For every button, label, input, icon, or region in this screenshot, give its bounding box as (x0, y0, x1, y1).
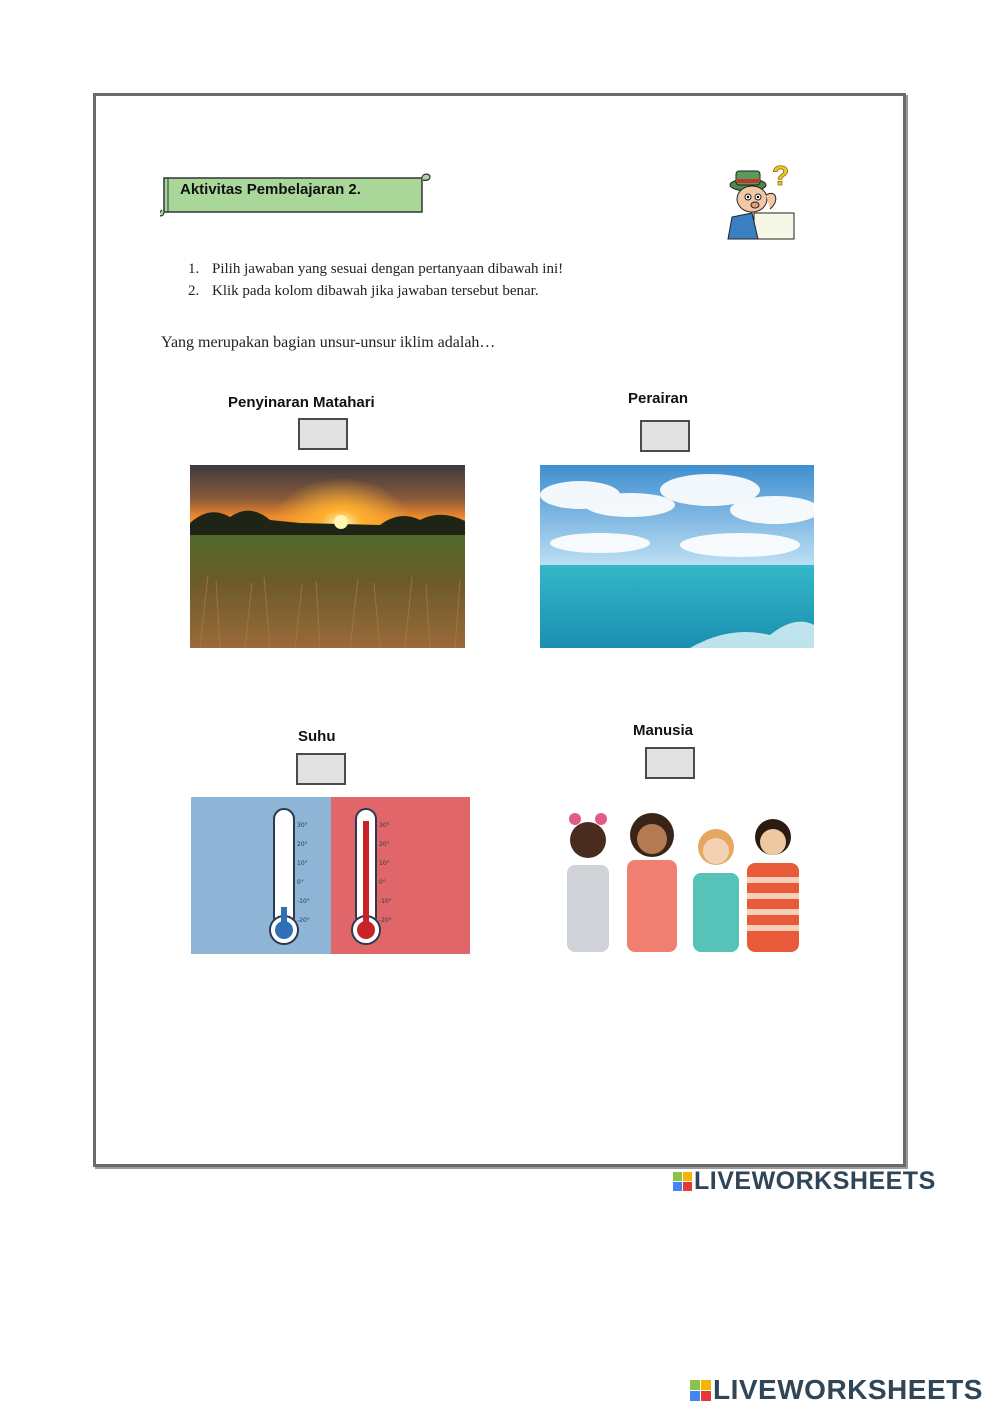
option-label-sunlight: Penyinaran Matahari (228, 394, 375, 411)
brand-text: LIVEWORKSHEETS (713, 1374, 983, 1405)
thermometers-image (191, 797, 470, 954)
thermometer-scale-label: 20° (297, 841, 308, 848)
logo-blocks-icon (690, 1380, 711, 1401)
instruction-number: 1. (188, 261, 200, 277)
thermometer-scale-label: -20° (379, 917, 392, 924)
thermometer-scale-label: 0° (297, 879, 304, 886)
thermometer-scale-label: -20° (297, 917, 310, 924)
thermometer-scale-label: 20° (379, 841, 390, 848)
sea-sky-image (540, 465, 814, 648)
thermometer-scale-label: 30° (297, 822, 308, 829)
thermometer-scale-label: 30° (379, 822, 390, 829)
instruction-item (188, 258, 563, 280)
logo-blocks-icon (673, 1172, 692, 1191)
answer-box-waters[interactable] (640, 420, 690, 452)
instruction-number: 2. (188, 283, 200, 299)
thermometer-scale-label: -10° (297, 898, 310, 905)
thermometer-scale-label: 10° (379, 860, 390, 867)
children-image (555, 805, 805, 952)
answer-box-sunlight[interactable] (298, 418, 348, 450)
thinking-character-icon (718, 155, 802, 241)
option-label-waters: Perairan (628, 390, 689, 407)
liveworksheets-logo (673, 1167, 936, 1196)
option-label-temperature: Suhu (298, 728, 336, 745)
activity-title: Aktivitas Pembelajaran 2. (180, 181, 361, 198)
svg-text:?: ? (772, 160, 790, 191)
instruction-text: Pilih jawaban yang sesuai dengan pertanyaan dibawah ini! (212, 261, 564, 277)
question-text: Yang merupakan bagian unsur-unsur iklim adalah… (161, 334, 496, 351)
instruction-text: Klik pada kolom dibawah jika jawaban tersebut benar. (212, 283, 539, 299)
instruction-item (188, 280, 563, 302)
thermometer-scale-label: 10° (297, 860, 308, 867)
answer-box-humans[interactable] (645, 747, 695, 779)
brand-text: LIVEWORKSHEETS (694, 1167, 936, 1195)
thermometer-scale-label: 0° (379, 879, 386, 886)
instructions-list (188, 258, 563, 302)
thermometer-scale-label: -10° (379, 898, 392, 905)
option-label-humans: Manusia (633, 722, 694, 739)
sunset-field-image (190, 465, 465, 648)
answer-box-temperature[interactable] (296, 753, 346, 785)
liveworksheets-logo-bottom (690, 1374, 983, 1406)
